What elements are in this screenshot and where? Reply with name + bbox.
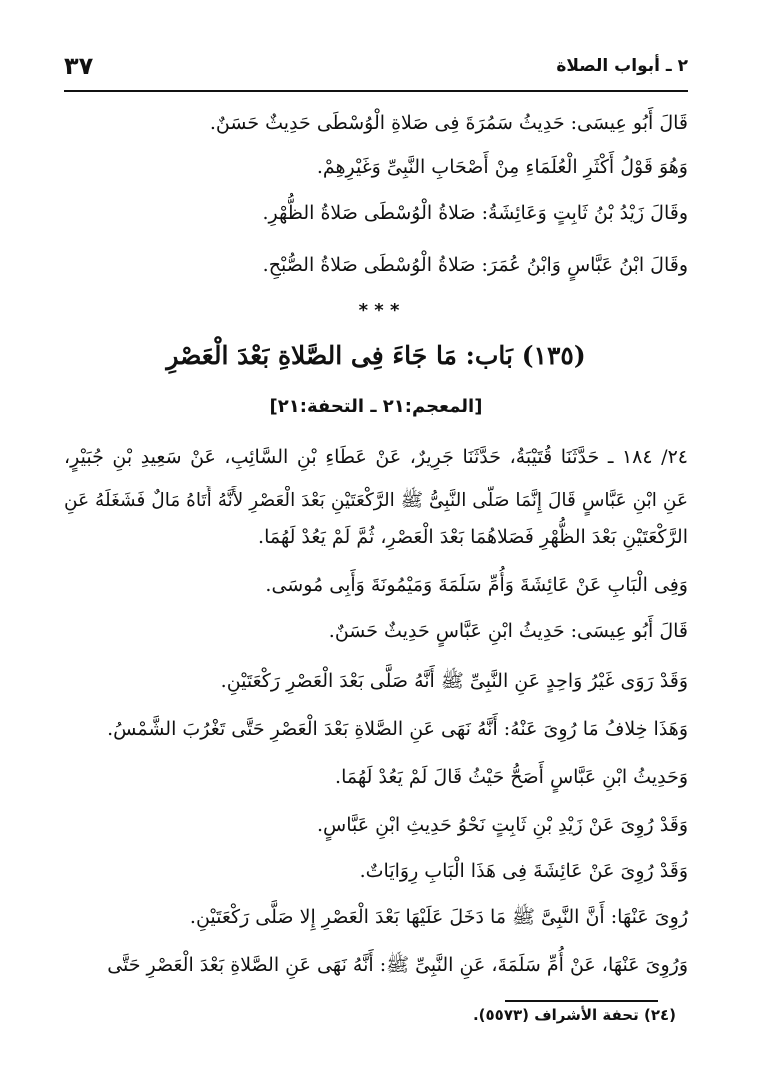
text-line: وَحَدِيثُ ابْنِ عَبَّاسٍ أَصَحُّ حَيْثُ قَالَ لَمْ يَعُدْ لَهُمَا. [335,766,688,788]
hadith-line: الرَّكْعَتَيْنِ بَعْدَ الظُّهْرِ فَصَلاهُمَا بَعْدَ الْعَصْرِ، ثُمَّ لَمْ يَعُدْ لَهُمَا. [258,526,688,548]
text-line: وقَالَ زَيْدُ بْنُ ثَابِتٍ وَعَائِشَةُ: صَلاةُ الْوُسْطَى صَلاةُ الظُّهْرِ. [262,202,688,224]
text-line: وقَالَ ابْنُ عَبَّاسٍ وَابْنُ عُمَرَ: صَلاةُ الْوُسْطَى صَلاةُ الصُّبْحِ. [262,254,688,276]
section-title: ٢ ـ أبواب الصلاة [556,56,688,76]
text-line: وَهَذَا خِلافُ مَا رُوِىَ عَنْهُ: أَنَّهُ نَهَى عَنِ الصَّلاةِ بَعْدَ الْعَصْرِ حَتَّى تَغْرُبَ الشَّمْسُ. [107,718,688,740]
page-number: ٣٧ [64,52,94,80]
chapter-heading: (١٣٥) بَاب: مَا جَاءَ فِى الصَّلاةِ بَعْدَ الْعَصْرِ [166,341,586,370]
text-line: وَقَدْ رُوِىَ عَنْ عَائِشَةَ فِى هَذَا الْبَابِ رِوَايَاتٌ. [359,860,688,882]
chapter-reference: [المعجم:٢١ ـ التحفة:٢١] [269,396,483,417]
section-separator: * * * [358,300,400,321]
page-header [64,52,688,90]
hadith-line: ٢٤/ ١٨٤ ـ حَدَّثَنَا قُتَيْبَةُ، حَدَّثَنَا جَرِيرٌ، عَنْ عَطَاءِ بْنِ السَّائِبِ، عَنْ سَعِيدِ بْنِ جُبَيْرٍ، [64,446,688,468]
text-line: وَقَدْ رُوِىَ عَنْ زَيْدِ بْنِ ثَابِتٍ نَحْوُ حَدِيثِ ابْنِ عَبَّاسٍ. [317,814,688,836]
text-line: قَالَ أَبُو عِيسَى: حَدِيثُ ابْنِ عَبَّاسٍ حَدِيثٌ حَسَنٌ. [328,620,688,642]
hadith-line: عَنِ ابْنِ عَبَّاسٍ قَالَ إِنَّمَا صَلَّى النَّبِىُّ ﷺ الرَّكْعَتَيْنِ بَعْدَ الْعَصْرِ لأَنَّهُ أَتَاهُ مَالٌ فَشَغَلَهُ عَنِ [64,490,688,511]
text-line: وَهُوَ قَوْلُ أَكْثَرِ الْعُلَمَاءِ مِنْ أَصْحَابِ النَّبِىِّ وَغَيْرِهِمْ. [316,156,688,178]
header-divider [64,90,688,92]
footnote: (٢٤) تحفة الأشراف (٥٥٧٣). [472,1006,676,1024]
text-line: قَالَ أَبُو عِيسَى: حَدِيثُ سَمُرَةَ فِى صَلاةِ الْوُسْطَى حَدِيثٌ حَسَنٌ. [209,112,688,134]
text-line: وَرُوِىَ عَنْهَا، عَنْ أُمِّ سَلَمَةَ، عَنِ النَّبِىِّ ﷺ: أَنَّهُ نَهَى عَنِ الصَّلاةِ بَعْدَ الْعَصْرِ حَتَّى [107,954,688,976]
footnote-divider [505,1000,658,1002]
text-line: وَقَدْ رَوَى غَيْرُ وَاحِدٍ عَنِ النَّبِىِّ ﷺ أَنَّهُ صَلَّى بَعْدَ الْعَصْرِ رَكْعَتَيْنِ. [220,670,688,692]
text-line: وَفِى الْبَابِ عَنْ عَائِشَةَ وَأُمِّ سَلَمَةَ وَمَيْمُونَةَ وَأَبِى مُوسَى. [265,574,688,596]
text-line: رُوِىَ عَنْهَا: أَنَّ النَّبِىَّ ﷺ مَا دَخَلَ عَلَيْهَا بَعْدَ الْعَصْرِ إِلا صَلَّى رَكْعَتَيْنِ. [189,906,688,928]
